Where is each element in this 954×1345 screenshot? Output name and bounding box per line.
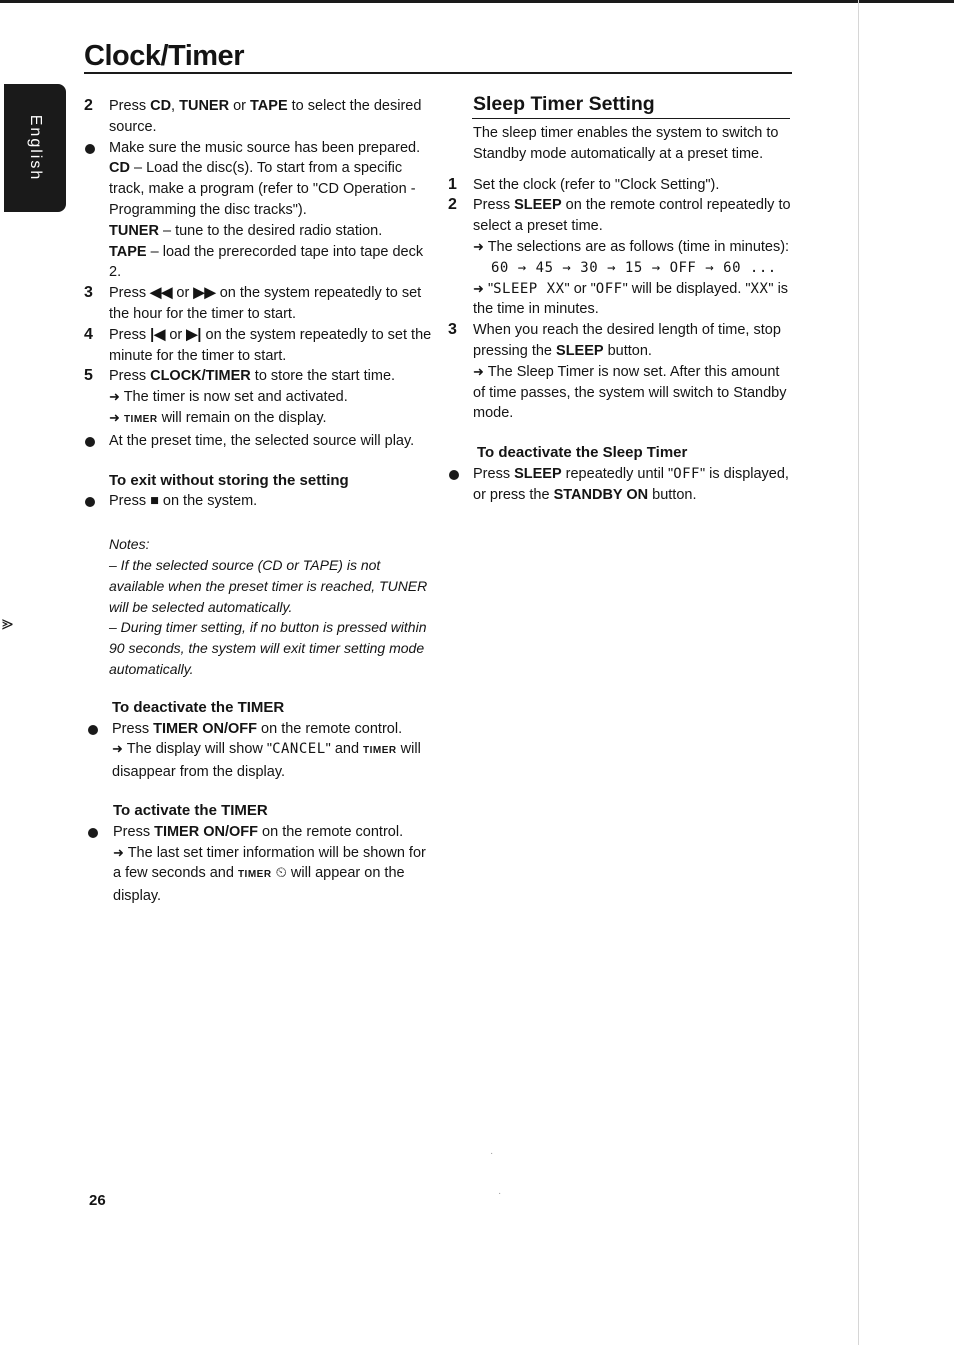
step-2-select-source: 2 Press CD, TUNER or TAPE to select the desired source. — [84, 97, 422, 135]
sleep-key: SLEEP — [556, 342, 604, 359]
step-number: 1 — [448, 175, 457, 193]
step-3-set-hour: 3 Press ◀◀ or ▶▶ on the system repeatedly to set the hour for the timer to start. — [84, 284, 422, 322]
sleep-section-header — [448, 92, 793, 116]
stop-icon: ■ — [150, 493, 159, 510]
bullet-icon — [85, 437, 95, 447]
fast-forward-icon: ▶▶ — [193, 285, 216, 302]
right-column — [448, 92, 793, 506]
bullet-make-sure: Make sure the music source has been prepared. CD – Load the disc(s). To start from a specific track, make a program (refer to "CD Operation - Programming the disc tracks"). TUNER – tune to the desired radio station. TAPE – load the prerecorded tape into tape deck 2. — [84, 138, 434, 284]
notes-label: Notes: — [109, 536, 150, 553]
bullet-icon — [85, 144, 95, 154]
timer-on-off-key: TIMER ON/OFF — [153, 720, 258, 737]
bullet-deactivate-sleep: Press SLEEP repeatedly until "OFF" is displayed, or press the STANDBY ON button. — [448, 464, 793, 506]
deactivate-timer-section — [84, 698, 434, 719]
left-column — [84, 96, 434, 907]
bullet-icon — [88, 828, 98, 838]
step-number: 2 — [84, 97, 93, 114]
right-margin-line — [858, 0, 859, 1345]
tuner-key: TUNER — [179, 98, 230, 114]
off-display: OFF — [595, 280, 623, 297]
cd-label: CD — [109, 160, 130, 177]
language-tab — [4, 84, 66, 212]
off-display: OFF — [673, 465, 700, 482]
sleep-sequence: 60 → 45 → 30 → 15 → OFF → 60 ... — [491, 259, 777, 276]
top-border — [0, 0, 954, 3]
page-title: Clock/Timer — [84, 40, 244, 72]
timer-indicator: TIMER — [123, 413, 158, 425]
deactivate-sleep-heading: To deactivate the Sleep Timer — [477, 444, 688, 462]
sleep-step-3: 3 When you reach the desired length of time, stop pressing the SLEEP button. ➜ The Sleep Timer is now set. After this amount of time passes, the system will switch to Standby mode. — [448, 321, 787, 422]
arrow-right-icon: ➜ — [473, 280, 484, 296]
exit-heading: To exit without storing the setting — [109, 471, 349, 489]
scan-speck: · — [498, 1188, 502, 1199]
step-number: 2 — [448, 196, 457, 214]
bullet-icon — [88, 725, 98, 735]
arrow-right-icon: ➜ — [473, 363, 484, 379]
step-number: 5 — [84, 367, 93, 385]
sleep-key: SLEEP — [514, 197, 562, 214]
title-rule — [84, 72, 792, 74]
bullet-activate-timer: Press TIMER ON/OFF on the remote control. ➜ The last set timer information will be shown for a few seconds and TIMER ⏲ will appear on the display. — [84, 822, 434, 907]
step-number: 3 — [448, 321, 457, 339]
binding-mark: ⪢ — [2, 612, 14, 634]
exit-section — [84, 471, 434, 492]
notes-block — [84, 534, 434, 680]
deactivate-sleep-section — [448, 443, 793, 464]
arrow-right-icon: ➜ — [109, 409, 120, 425]
step-4-set-minute: 4 Press |◀ or ▶| on the system repeatedly to set the minute for the timer to start. — [84, 325, 432, 364]
sleep-step-2: 2 Press SLEEP on the remote control repeatedly to select a preset time. ➜ The selections are as follows (time in minutes): 60 → 45 → 30 → 15 → OFF → 60 ... ➜ "SLEEP XX" or "OFF" will be displayed. "XX" is the time in minutes. — [448, 196, 791, 318]
clock-icon: ⏲ — [271, 865, 287, 882]
arrow-right-icon: ➜ — [112, 741, 123, 757]
bullet-icon — [449, 470, 459, 480]
page-number: 26 — [89, 1192, 106, 1209]
standby-on-key: STANDBY ON — [553, 486, 649, 503]
sleep-display: SLEEP XX — [493, 280, 565, 297]
minutes-display: XX — [750, 280, 769, 297]
timer-on-off-key: TIMER ON/OFF — [154, 823, 259, 840]
bullet-preset-time: At the preset time, the selected source will play. — [84, 431, 434, 452]
arrow-right-icon: ➜ — [473, 238, 484, 254]
cancel-display: CANCEL — [272, 741, 326, 758]
note-1: – If the selected source (CD or TAPE) is not available when the preset timer is reached, TUNER will be selected automatically. — [109, 556, 428, 615]
bullet-icon — [85, 497, 95, 507]
step-number: 4 — [84, 325, 93, 343]
activate-timer-heading: To activate the TIMER — [113, 801, 268, 819]
bullet-exit: Press ■ on the system. — [84, 491, 434, 512]
clock-timer-key: CLOCK/TIMER — [150, 368, 251, 385]
cd-key: CD — [150, 98, 172, 114]
deactivate-timer-heading: To deactivate the TIMER — [112, 698, 285, 716]
sleep-key: SLEEP — [514, 465, 562, 482]
previous-icon: |◀ — [150, 326, 166, 343]
rewind-icon: ◀◀ — [150, 285, 173, 302]
tape-key: TAPE — [250, 98, 288, 114]
timer-indicator: TIMER — [237, 869, 272, 881]
arrow-right-icon: ➜ — [109, 389, 120, 405]
sleep-step-1: 1 Set the clock (refer to "Clock Setting"). — [448, 175, 793, 196]
timer-indicator: TIMER — [363, 745, 397, 757]
arrow-right-icon: ➜ — [113, 844, 124, 860]
note-2: – During timer setting, if no button is pressed within 90 seconds, the system will exit timer setting mode automatically. — [109, 619, 427, 677]
tape-label: TAPE — [109, 243, 147, 260]
step-5-store-time: 5 Press CLOCK/TIMER to store the start time. ➜ The timer is now set and activated. ➜ TIMER will remain on the display. — [84, 367, 396, 426]
tuner-label: TUNER — [109, 222, 159, 239]
step-number: 3 — [84, 284, 93, 302]
language-tab-label: English — [27, 114, 44, 182]
sleep-timer-heading: Sleep Timer Setting — [473, 93, 655, 115]
activate-timer-section — [84, 801, 434, 822]
sleep-heading-rule — [472, 118, 790, 119]
sleep-intro: The sleep timer enables the system to switch to Standby mode automatically at a preset time. — [473, 125, 779, 162]
scan-speck: · — [490, 1148, 494, 1159]
next-icon: ▶| — [186, 326, 202, 343]
bullet-deactivate-timer: Press TIMER ON/OFF on the remote control. ➜ The display will show "CANCEL" and TIMER will disappear from the display. — [84, 719, 434, 783]
